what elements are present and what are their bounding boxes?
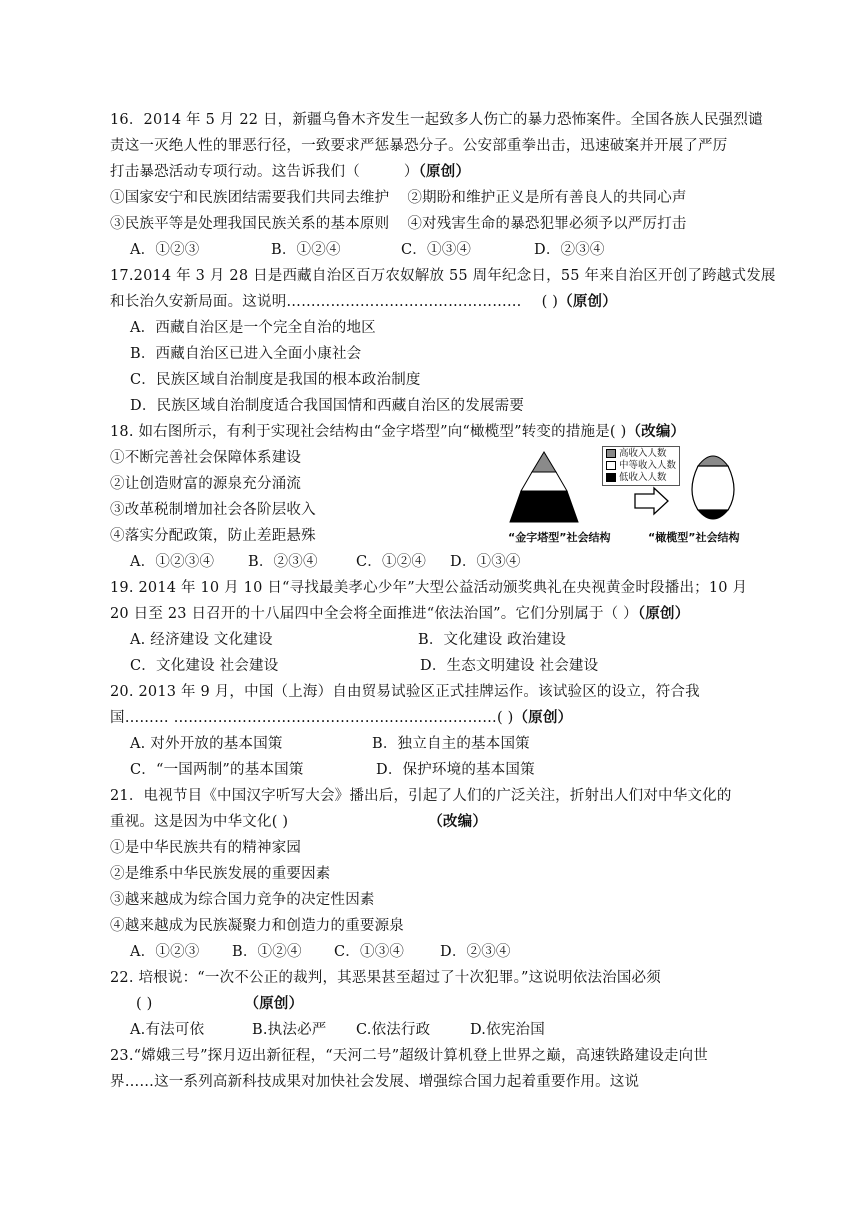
q22-option-c: C.依法行政: [356, 1022, 431, 1038]
q22-option-d: D.依宪治国: [470, 1022, 545, 1038]
q16-stem-line2: 责这一灭绝人性的罪恶行径，一致要求严惩暴恐分子。公安部重拳出击，迅速破案并开展了严厉: [110, 138, 728, 154]
caption-olive: “橄榄型”社会结构: [648, 531, 740, 544]
caption-pyramid: “金字塔型”社会结构: [508, 531, 611, 544]
q20-option-a: A. 对外开放的基本国策: [130, 736, 283, 752]
q22-stem-line2: [136, 994, 303, 1014]
q21-statement-2: ②是维系中华民族发展的重要因素: [110, 866, 331, 882]
pyramid-shape: [510, 452, 578, 522]
pyramid-low-band: [510, 491, 578, 522]
q21-stem-text: 重视。这是因为中华文化( ): [110, 814, 289, 830]
transition-arrow-icon: [635, 488, 668, 514]
q17-stem-text: 和长治久安新局面。这说明…………………………………………: [110, 294, 522, 310]
q18-statement-4: ④落实分配政策，防止差距悬殊: [110, 528, 316, 544]
q16-option-a: A．①②③: [130, 242, 200, 258]
q16-statements-row2: [110, 214, 687, 234]
q22-option-b: B.执法必严: [252, 1022, 327, 1038]
q19-source-tag: （原创）: [637, 605, 690, 622]
q16-statements-row1: [110, 188, 687, 208]
q21-statement-4: ④越来越成为民族凝聚力和创造力的重要源泉: [110, 918, 404, 934]
q19-option-a: A. 经济建设 文化建设: [130, 632, 273, 648]
legend-label-mid: 中等收入人数: [619, 460, 677, 471]
q20-option-d: D．保护环境的基本国策: [376, 762, 535, 778]
q18-option-d: D．①③④: [450, 554, 521, 570]
q18-stem-line1: [110, 422, 685, 442]
figure-legend: [602, 446, 680, 486]
q17-option-c: C．民族区域自治制度是我国的根本政治制度: [130, 372, 421, 388]
q16-source-tag: （原创）: [418, 163, 471, 180]
legend-item-mid: [606, 460, 676, 472]
q20-source-tag: （原创）: [513, 709, 573, 726]
q18-statement-1: ①不断完善社会保障体系建设: [110, 450, 302, 466]
q16-statement-3: ③民族平等是处理我国民族关系的基本原则: [110, 216, 390, 232]
q18-statement-3: ③改革税制增加社会各阶层收入: [110, 502, 316, 518]
q22-source-tag: （原创）: [244, 995, 304, 1012]
q16-statement-1: ①国家安宁和民族团结需要我们共同去维护: [110, 190, 390, 206]
olive-high-band: [698, 456, 728, 466]
q22-stem-line1: 22. 培根说：“一次不公正的裁判，其恶果甚至超过了十次犯罪。”这说明依法治国必须: [110, 970, 661, 986]
q21-statement-1: ①是中华民族共有的精神家园: [110, 840, 302, 856]
q17-option-b: B．西藏自治区已进入全面小康社会: [130, 346, 362, 362]
q17-stem-line1: 17.2014 年 3 月 28 日是西藏自治区百万农奴解放 55 周年纪念日，55 年来自治区开创了跨越式发展: [110, 268, 776, 284]
q19-stem-line2: [110, 604, 689, 624]
q17-option-d: D．民族区域自治制度适合我国国情和西藏自治区的发展需要: [130, 398, 525, 414]
q19-option-d: D．生态文明建设 社会建设: [420, 658, 599, 674]
q18-option-c: C．①②④: [356, 554, 427, 570]
q21-option-b: B．①②④: [232, 944, 302, 960]
q18-option-a: A．①②③④: [130, 554, 215, 570]
q20-stem-text: 国……… …………………………………………………………( ): [110, 710, 514, 726]
q20-stem-line1: 20. 2013 年 9 月，中国（上海）自由贸易试验区正式挂牌运作。该试验区的设立，符合我: [110, 684, 700, 700]
q22-paren: ( ): [136, 996, 153, 1012]
q22-option-a: A.有法可依: [130, 1022, 205, 1038]
q16-option-b: B．①②④: [271, 242, 341, 258]
q16-option-d: D．②③④: [534, 242, 605, 258]
q19-stem-line1: 19. 2014 年 10 月 10 日“寻找最美孝心少年”大型公益活动颁奖典礼在央视黄金时段播出；10 月: [110, 580, 748, 596]
legend-label-high: 高收入人数: [619, 448, 667, 459]
legend-item-low: [606, 472, 676, 484]
q16-stem-text: 打击暴恐活动专项行动。这告诉我们（: [110, 164, 360, 180]
social-structure-figure: [508, 446, 770, 546]
q18-statement-2: ②让创造财富的源泉充分涌流: [110, 476, 302, 492]
q17-option-a: A．西藏自治区是一个完全自治的地区: [130, 320, 376, 336]
q21-option-a: A．①②③: [130, 944, 200, 960]
legend-label-low: 低收入人数: [619, 472, 667, 483]
q16-statement-2: ②期盼和维护正义是所有善良人的共同心声: [407, 190, 687, 206]
q18-source-tag: （改编）: [626, 423, 686, 440]
q16-stem-line3: [110, 162, 470, 182]
legend-swatch-mid: [606, 461, 616, 470]
q20-option-c: C．“一国两制”的基本国策: [130, 762, 304, 778]
pyramid-mid-band: [521, 472, 567, 491]
q19-option-b: B．文化建设 政治建设: [418, 632, 566, 648]
legend-swatch-high: [606, 449, 616, 458]
q23-stem-line1: 23.“嫦娥三号”探月迈出新征程，“天河二号”超级计算机登上世界之巅，高速铁路建设走向世: [110, 1048, 709, 1064]
olive-shape: [692, 456, 734, 519]
q21-option-c: C．①③④: [334, 944, 405, 960]
q23-stem-line2: 界……这一系列高新科技成果对加快社会发展、增强综合国力起着重要作用。这说: [110, 1074, 640, 1090]
q16-stem-line1: 16．2014 年 5 月 22 日，新疆乌鲁木齐发生一起致多人伤亡的暴力恐怖案件。全国各族人民强烈谴: [110, 112, 763, 128]
q16-statement-4: ④对残害生命的暴恐犯罪必须予以严厉打击: [407, 216, 687, 232]
olive-mid-band: [692, 466, 734, 510]
olive-low-band: [698, 510, 728, 519]
q19-stem-text: 20 日至 23 日召开的十八届四中全会将全面推进“依法治国”。它们分别属于（ ）: [110, 606, 638, 622]
q20-option-b: B．独立自主的基本国策: [372, 736, 530, 752]
q21-source-tag: （改编）: [428, 813, 488, 830]
legend-item-high: [606, 448, 676, 460]
q17-paren: ( ): [541, 294, 559, 310]
q18-stem-text: 18. 如右图所示，有利于实现社会结构由“金字塔型”向“橄榄型”转变的措施是( ): [110, 424, 627, 440]
q17-stem-line2: [110, 292, 617, 312]
q17-source-tag: （原创）: [558, 293, 617, 310]
legend-swatch-low: [606, 473, 616, 482]
q20-stem-line2: [110, 708, 572, 728]
q19-option-c: C．文化建设 社会建设: [130, 658, 279, 674]
q16-option-c: C．①③④: [401, 242, 472, 258]
q21-stem-line2: [110, 812, 487, 832]
q18-option-b: B．②③④: [248, 554, 318, 570]
q21-stem-line1: 21．电视节目《中国汉字听写大会》播出后，引起了人们的广泛关注，折射出人们对中华文化的: [110, 788, 732, 804]
q21-statement-3: ③越来越成为综合国力竞争的决定性因素: [110, 892, 375, 908]
q16-paren-close: ）: [403, 164, 419, 180]
pyramid-high-band: [532, 452, 556, 472]
q21-option-d: D．②③④: [440, 944, 511, 960]
